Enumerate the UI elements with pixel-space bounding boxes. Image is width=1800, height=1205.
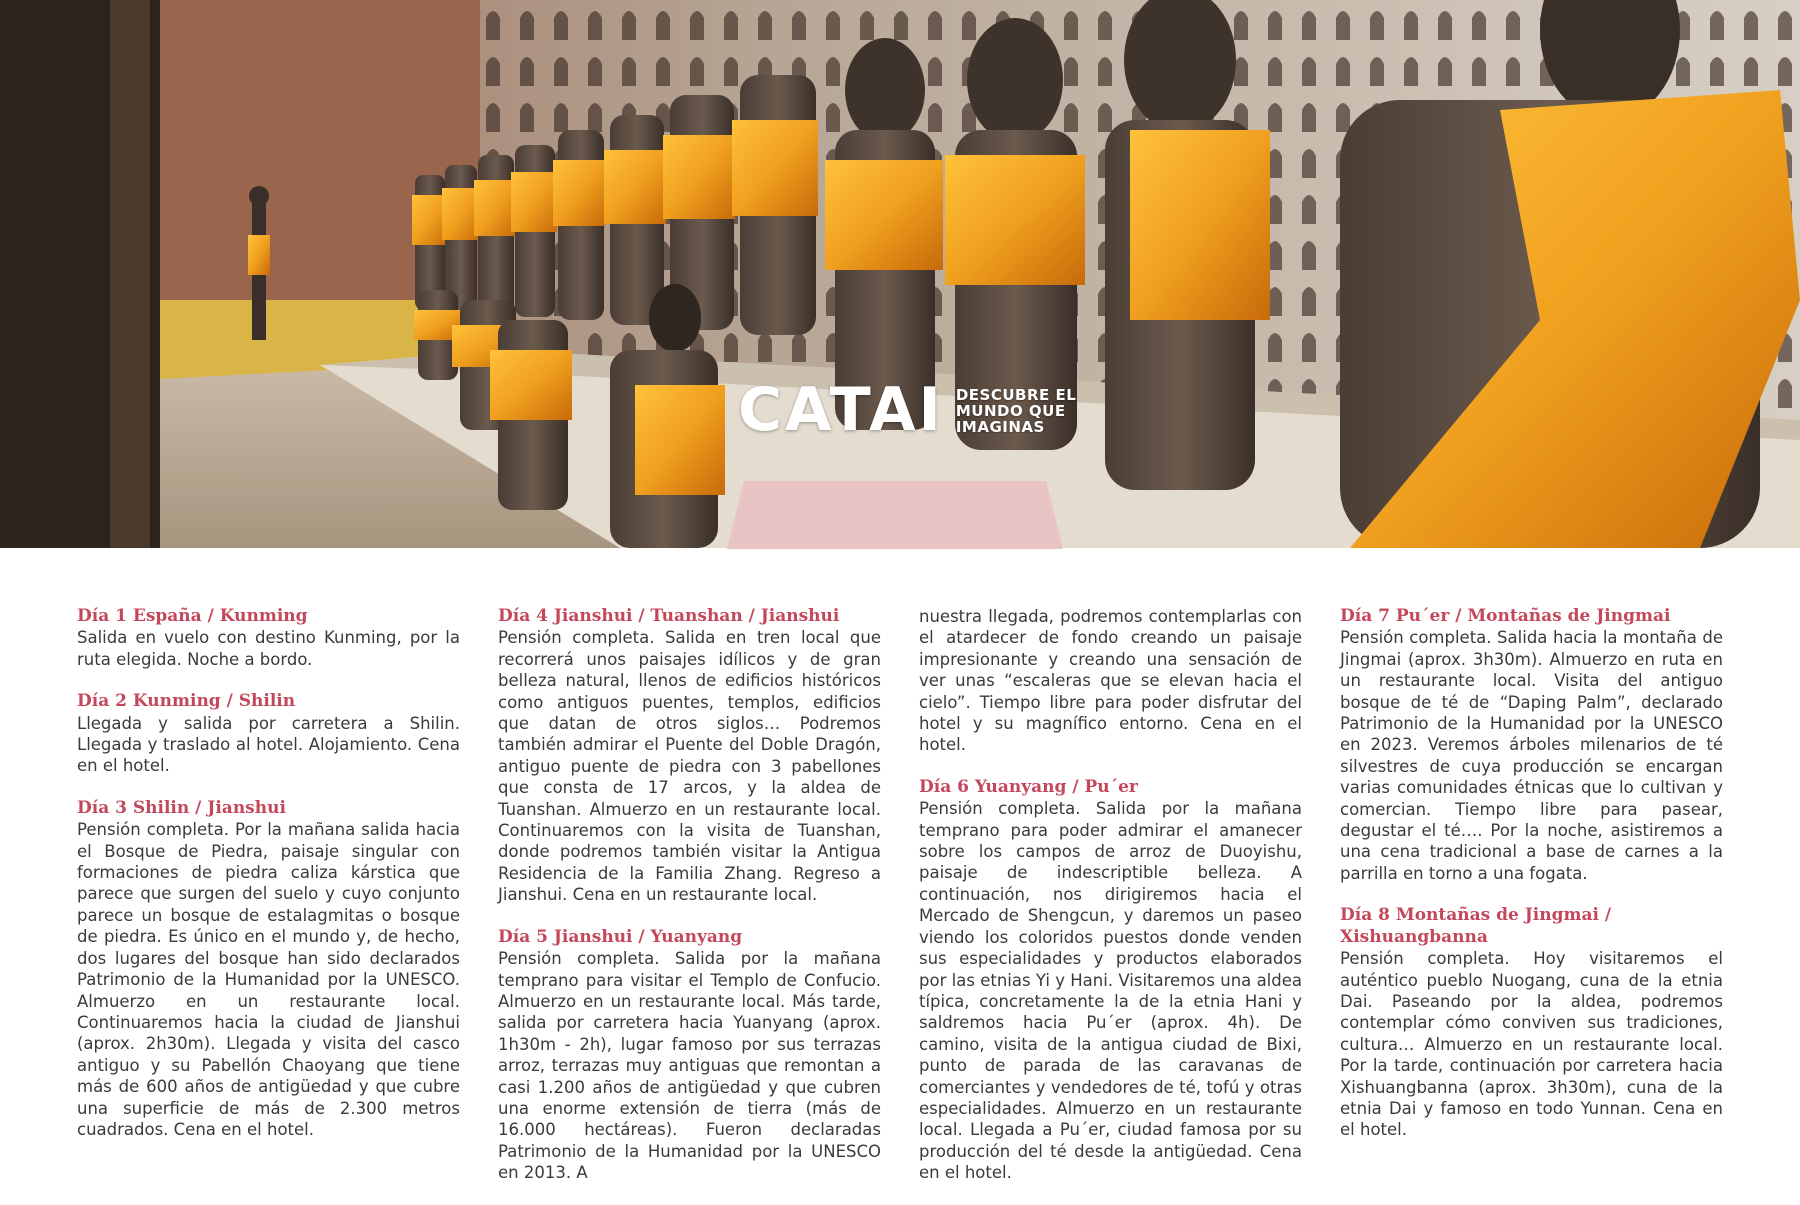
day-description: Pensión completa. Salida por la mañana temprano para poder admirar el amanecer sobre los campos de arroz de Duoyishu, paisaje de indescriptible belleza. A continuación, nos dirigiremos hacia el Mercado de Shengcun, y daremos un paseo viendo los coloridos puestos donde venden sus especialidades y productos elaborados por las etnias Yi y Hani. Visitaremos una aldea típica, concretamente la de la etnia Hani y saldremos hacia Pu´er (aprox. 4h). De camino, visita de la antigua ciudad de Bixi, punto de parada de las caravanas de comerciantes y vendedores de té, tofú y otras especialidades. Almuerzo en un restaurante local. Llegada a Pu´er, ciudad famosa por su producción del té desde la antigüedad. Cena en el hotel.: [919, 799, 1302, 1183]
day-description: Salida en vuelo con destino Kunming, por la ruta elegida. Noche a bordo.: [77, 628, 460, 669]
day-title: Día 3 Shilin / Jianshui: [77, 797, 286, 818]
day-2: [77, 691, 460, 777]
day-description: Pensión completa. Salida por la mañana temprano para visitar el Templo de Confucio. Almuerzo en un restaurante local. Más tarde, salida por carretera hacia Yuanyang (aprox. 1h30m - 2h), lugar famoso por sus terrazas arroz, terrazas muy antiguas que remontan a casi 1.200 años de antigüedad y que cubren una enorme extensión de tierra (más de 16.000 hectáreas). Fueron declaradas Patrimonio de la Humanidad por la UNESCO en 2013. A: [498, 949, 881, 1183]
buddha-gallery-illustration: [0, 0, 1800, 548]
day-4: [498, 606, 881, 906]
day-title: Día 6 Yuanyang / Pu´er: [919, 776, 1138, 797]
day-title: Día 8 Montañas de Jingmai / Xishuangbanna: [1340, 905, 1612, 947]
day-8: [1340, 905, 1723, 1140]
day-5-continued: [919, 606, 1302, 756]
logo-tagline: DESCUBRE EL MUNDO QUE IMAGINAS: [955, 387, 1077, 433]
day-description: Llegada y salida por carretera a Shilin. Llegada y traslado al hotel. Alojamiento. Cena en el hotel.: [77, 713, 460, 776]
day-title: Día 1 España / Kunming: [77, 606, 308, 626]
day-title: Día 7 Pu´er / Montañas de Jingmai: [1340, 606, 1671, 626]
day-title: Día 4 Jianshui / Tuanshan / Jianshui: [498, 606, 840, 626]
day-1: [77, 606, 460, 670]
day-description: Pensión completa. Salida en tren local que recorrerá unos paisajes idílicos y de gran belleza natural, llenos de edificios históricos como antiguos puentes, templos, edificios que datan de otros siglos… Podremos también admirar el Puente del Doble Dragón, antiguo puente de piedra con 3 pabellones que consta de 17 arcos, y la aldea de Tuanshan. Almuerzo en un restaurante local. Continuaremos con la visita de Tuanshan, donde podremos también visitar la Antigua Residencia de la Familia Zhang. Regreso a Jianshui. Cena en un restaurante local.: [498, 628, 881, 905]
hero-photo: [0, 0, 1800, 548]
catai-logo: [738, 375, 1084, 445]
day-3: [77, 798, 460, 1141]
logo-wordmark: CATAI: [738, 375, 944, 445]
day-5: [498, 927, 881, 1184]
day-title: Día 5 Jianshui / Yuanyang: [498, 926, 743, 947]
itinerary-column-3: [919, 606, 1302, 1205]
itinerary-column-2: [498, 606, 881, 1205]
day-6: [919, 777, 1302, 1184]
pink-tab-decoration: [727, 481, 1063, 549]
day-description: nuestra llegada, podremos contemplarlas con el atardecer de fondo creando un paisaje impresionante y creando una sensación de ver unas “escaleras que se elevan hacia el cielo”. Tiempo libre para poder disfrutar del hotel y su magnífico entorno. Cena en el hotel.: [919, 607, 1302, 755]
day-description: Pensión completa. Hoy visitaremos el auténtico pueblo Nuogang, cuna de la etnia Dai. Paseando por la aldea, podremos contemplar cómo conviven sus tradiciones, cultura… Almuerzo en un restaurante local. Por la tarde, continuación por carretera hacia Xishuangbanna (aprox. 3h30m), cuna de la etnia Dai y famoso en todo Yunnan. Cena en el hotel.: [1340, 949, 1723, 1140]
day-7: [1340, 606, 1723, 884]
day-description: Pensión completa. Por la mañana salida hacia el Bosque de Piedra, paisaje singular con formaciones de piedra caliza kárstica que parece que surgen del suelo y cuyo conjunto parece un bosque de estalagmitas o bosque de piedra. Es único en el mundo y, de hecho, dos lugares del bosque han sido declarados Patrimonio de la Humanidad por la UNESCO. Almuerzo en un restaurante local. Continuaremos hacia la ciudad de Jianshui (aprox. 2h30m). Llegada y visita del casco antiguo y su Pabellón Chaoyang que tiene más de 600 años de antigüedad y que cubre una superficie de más de 2.300 metros cuadrados. Cena en el hotel.: [77, 820, 460, 1139]
itinerary-column-4: [1340, 606, 1723, 1162]
day-description: Pensión completa. Salida hacia la montaña de Jingmai (aprox. 3h30m). Almuerzo en ruta en un restaurante local. Visita del antiguo bosque de té de “Daping Palm”, declarado Patrimonio de la Humanidad por la UNESCO en 2023. Veremos árboles milenarios de té silvestres de cuya producción se encargan varias comunidades étnicas que lo cultivan y comercian. Tiempo libre para pasear, degustar el té…. Por la noche, asistiremos a una cena tradicional a base de carnes a la parrilla en torno a una fogata.: [1340, 628, 1723, 883]
itinerary-column-1: [77, 606, 460, 1161]
day-title: Día 2 Kunming / Shilin: [77, 691, 296, 712]
